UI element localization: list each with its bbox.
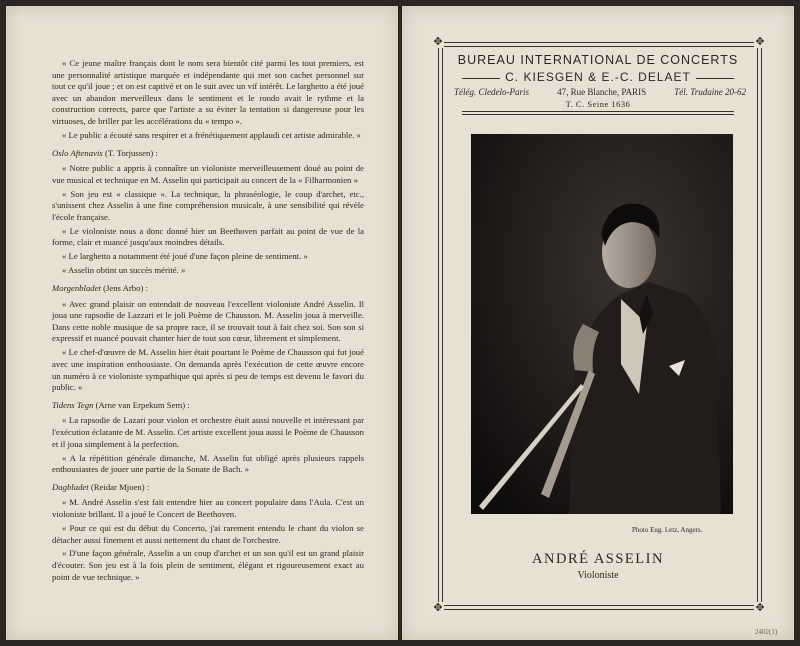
bureau-title: BUREAU INTERNATIONAL DE CONCERTS bbox=[457, 53, 739, 67]
ornament-icon: ✥ bbox=[755, 602, 765, 614]
telegram-address: Télég. Cledelo-Paris bbox=[454, 87, 529, 97]
ornament-icon: ✥ bbox=[755, 36, 765, 48]
review-paragraph: « Notre public a appris à connaître un violoniste merveilleusement doué au point de vue musical et technique en M. Asselin qui participait au concert de la « Filharmonien » bbox=[52, 163, 364, 185]
artist-name: ANDRÉ ASSELIN bbox=[532, 551, 664, 567]
critic-name: (T. Torjussen) : bbox=[104, 147, 158, 158]
newspaper-name: Oslo Aftenavis bbox=[52, 147, 103, 158]
critic-name: (Reidar Mjoen) : bbox=[90, 481, 150, 492]
review-source bbox=[52, 400, 364, 412]
telephone: Tél. Trudaine 20-62 bbox=[674, 87, 746, 97]
agents-names: C. KIESGEN & E.-C. DELAET bbox=[505, 70, 691, 84]
review-paragraph: « La rapsodie de Lazari pour violon et orchestre était aussi nouvelle et intéressant par l'exécution éclatante de M. Asselin. Cet artiste excellent joua aussi le Poème de Chausson et il joua simplement à la perfection. bbox=[52, 415, 364, 449]
tc-number: T. C. Seine 1636 bbox=[565, 99, 631, 109]
review-paragraph: « Avec grand plaisir on entendait de nouveau l'excellent violoniste André Asselin. Il joua une rapsodie de Lazzari et le joli Poème de Chausson. M. Asselin joua à merveille. Dans cette noble musique de sa propre race, il se trouvait tout à fait chez soi. Son son si expressif et nuancé pouvait chanter hier de tout son cœur, librement et simplement. bbox=[52, 298, 364, 344]
review-paragraph: « D'une façon générale, Asselin a un coup d'archet et un son qu'il est un grand plaisir d'écouter. Son jeu est à la fois plein de sentiment, élégant et rigoureusement exact au point de vue technique. » bbox=[52, 548, 364, 582]
review-paragraph: « Ce jeune maître français dont le nom sera bientôt cité parmi les tout premiers, est une personnalité artistique marquée et indépendante qui met son cachet personnel sur tout ce qu'il joue ; et on est captivé et on le suit avec un vif intérêt. Le larghetto a été joué avec un abandon merveilleux dans le sentiment et le rondo avait le rythme et la construction corrects, parce que l'artiste a su éviter la tentation si dangereuse pour les virtuoses, de briller par les accélérations du « tempo ». bbox=[52, 58, 364, 126]
violinist-portrait bbox=[471, 134, 733, 514]
review-paragraph: « Le violoniste nous a donc donné hier un Beethoven parfait au point de vue de la forme, clair et nuancé jusqu'aux moindres détails. bbox=[52, 225, 364, 248]
contact-line bbox=[454, 87, 746, 97]
critic-name: (Arne van Erpekum Sem) : bbox=[95, 399, 190, 410]
critic-name: (Jens Arbo) : bbox=[103, 283, 148, 294]
right-page bbox=[402, 6, 794, 640]
ornament-icon: ✥ bbox=[433, 36, 443, 48]
review-paragraph: « M. André Asselin s'est fait entendre hier au concert populaire dans l'Aula. C'est un violoniste brillant. Il a joué le Concert de Beethoven. bbox=[52, 497, 364, 519]
press-reviews bbox=[52, 58, 364, 586]
review-paragraph: « Le public a écouté sans respirer et a frénétiquement applaudi cet artiste admirable. » bbox=[62, 129, 361, 140]
divider bbox=[462, 111, 734, 112]
newspaper-name: Tidens Tegn bbox=[52, 399, 94, 410]
newspaper-name: Dagbladet bbox=[52, 481, 89, 492]
ornament-icon: ✥ bbox=[433, 602, 443, 614]
left-page bbox=[6, 6, 398, 640]
review-paragraph: « A la répétition générale dimanche, M. Asselin fut obligé après plusieurs rappels enthousiastes de jouer une partie de la Sonate de Bach. » bbox=[52, 452, 364, 475]
review-paragraph: « Asselin obtint un succès mérité. » bbox=[62, 265, 186, 276]
review-source bbox=[52, 283, 364, 295]
review-paragraph: « Pour ce qui est du début du Concerto, j'ai rarement entendu le chant du violon se détacher aussi finement et aussi nettement du chant de l'orchestre. bbox=[52, 522, 364, 545]
review-source bbox=[52, 482, 364, 494]
divider bbox=[462, 114, 734, 115]
archive-stamp: 2402(1) bbox=[755, 628, 778, 636]
review-paragraph: « Le chef-d'œuvre de M. Asselin hier était pourtant le Poème de Chausson qui fut joué avec une inspiration enthousiaste. On demanda après l'exécution de cette œuvre encore un numéro à ce violoniste sympathique qui après si peu de temps est devenu le favori du public. » bbox=[52, 347, 364, 393]
newspaper-name: Morgenbladet bbox=[52, 283, 101, 294]
review-source bbox=[52, 148, 364, 160]
artist-role: Violoniste bbox=[577, 570, 619, 581]
street-address: 47, Rue Blanche, PARIS bbox=[557, 87, 647, 97]
review-paragraph: « Le larghetto a notamment été joué d'une façon pleine de sentiment. » bbox=[62, 251, 308, 262]
review-paragraph: « Son jeu est « classique ». La technique, la phraséologie, le coup d'archet, etc., s'unissent chez Asselin à une fine compréhension musicale, à une sensibilité qui révèle l'école française. bbox=[52, 188, 364, 222]
photo-credit: Photo Eug. Letz, Angers. bbox=[632, 526, 703, 534]
